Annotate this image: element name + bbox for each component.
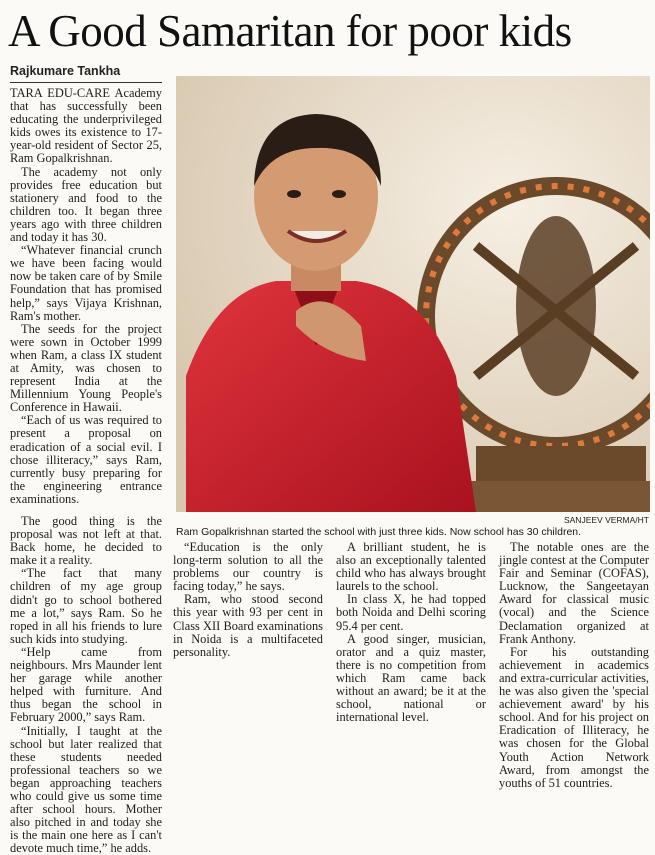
article-column-3 bbox=[336, 541, 486, 724]
article-paragraph: Ram, who stood second this year with 93 per cent in Class XII Board examinations in Noida is a multifaceted personality. bbox=[173, 593, 323, 658]
article-paragraph: “Initially, I taught at the school but later realized that these students needed professional teachers so we began approaching teachers who could give us some time after school hours. Mother also pitched in and today she is the main one here as I can't devote much time,” he adds. bbox=[10, 725, 162, 855]
article-column-1 bbox=[10, 87, 162, 506]
article-paragraph: TARA EDU-CARE Academy that has successfully been educating the underprivileged kids owes its existence to 17-year-old resident of Sector 25, Ram Gopalkrishnan. bbox=[10, 87, 162, 166]
article-paragraph: “Each of us was required to present a proposal on eradication of a social evil. I chose illiteracy,” says Ram, currently busy preparing for the engineering entrance examinations. bbox=[10, 414, 162, 506]
headline: A Good Samaritan for poor kids bbox=[8, 6, 648, 56]
article-paragraph: “The fact that many children of my age group didn't go to school bothered me a lot,” says Ram. So he roped in all his friends to lure such kids into studying. bbox=[10, 567, 162, 646]
article-column-2 bbox=[173, 541, 323, 659]
photo-caption: Ram Gopalkrishnan started the school with just three kids. Now school has 30 children. bbox=[176, 526, 581, 538]
article-paragraph: The notable ones are the jingle contest at the Computer Fair and Seminar (COFAS), Lucknow, the Sangeetayan Award for classical music (vocal) and the Science Declamation organized at Frank Anthony. bbox=[499, 541, 649, 646]
portrait-illustration bbox=[176, 76, 650, 512]
article-paragraph: The academy not only provides free education but stationery and food to the children too. It began three years ago with three children and today it has 30. bbox=[10, 166, 162, 245]
article-column-1-lower bbox=[10, 515, 162, 855]
article-paragraph: The seeds for the project were sown in October 1999 when Ram, a class IX student at Amity, was chosen to represent India at the Millennium Young People's Conference in Hawaii. bbox=[10, 323, 162, 415]
portrait-photo bbox=[176, 76, 650, 512]
photo-credit: SANJEEV VERMA/HT bbox=[564, 515, 649, 525]
byline: Rajkumare Tankha bbox=[10, 64, 120, 78]
article-column-4 bbox=[499, 541, 649, 790]
article-paragraph: “Whatever financial crunch we have been facing would now be taken care of by Smile Foundation that has promised help,” says Vijaya Krishnan, Ram's mother. bbox=[10, 244, 162, 323]
article-paragraph: “Help came from neighbours. Mrs Maunder lent her garage while another helped with furniture. And thus began the school in February 2000,” says Ram. bbox=[10, 646, 162, 725]
article-paragraph: The good thing is the proposal was not left at that. Back home, he decided to make it a reality. bbox=[10, 515, 162, 567]
article-paragraph: For his outstanding achievement in academics and extra-curricular activities, he was also given the 'special achievement award' by his school. And for his project on Eradication of Illiteracy, he was chosen for the Global Youth Action Network Award, from amongst the youths of 51 countries. bbox=[499, 646, 649, 790]
byline-rule bbox=[10, 82, 162, 83]
article-paragraph: A good singer, musician, orator and a quiz master, there is no competition from which Ram came back without an award; be it at the school, national or international level. bbox=[336, 633, 486, 725]
article-paragraph: In class X, he had topped both Noida and Delhi scoring 95.4 per cent. bbox=[336, 593, 486, 632]
article-paragraph: A brilliant student, he is also an exceptionally talented child who has always brought laurels to the school. bbox=[336, 541, 486, 593]
article-paragraph: “Education is the only long-term solution to all the problems our country is facing today,” he says. bbox=[173, 541, 323, 593]
